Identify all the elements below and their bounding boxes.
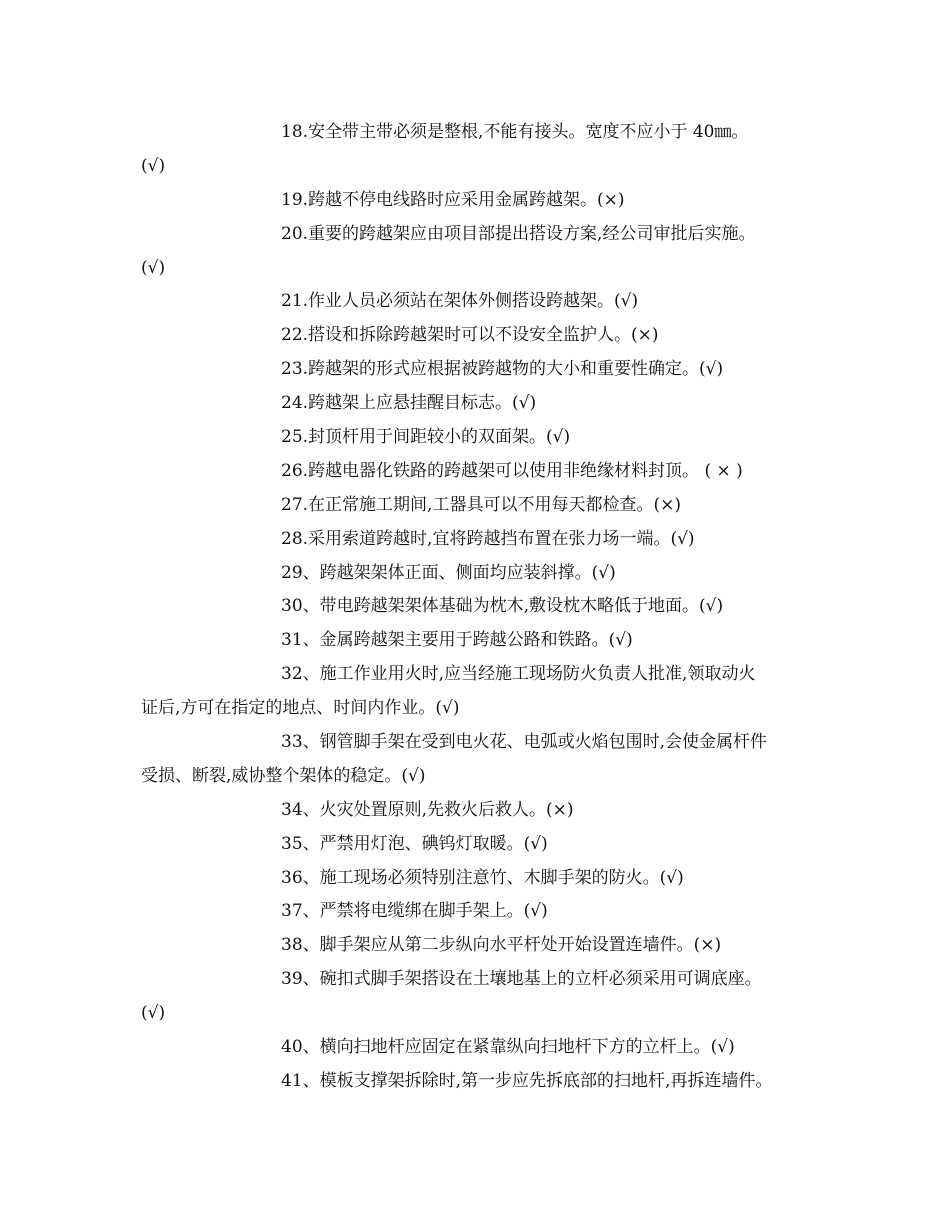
question-line: 37、严禁将电缆绑在脚手架上。(√) xyxy=(281,901,548,922)
question-line: 22.搭设和拆除跨越架时可以不设安全监护人。(×) xyxy=(281,325,659,346)
question-line: 41、模板支撑架拆除时,第一步应先拆底部的扫地杆,再拆连墙件。 xyxy=(281,1070,773,1091)
question-line: 18.安全带主带必须是整根,不能有接头。宽度不应小于 40㎜。 xyxy=(281,122,749,142)
question-line: 19.跨越不停电线路时应采用金属跨越架。(×) xyxy=(281,189,625,210)
question-line: 20.重要的跨越架应由项目部提出搭设方案,经公司审批后实施。 xyxy=(281,223,756,244)
question-line: 24.跨越架上应悬挂醒目标志。(√) xyxy=(281,393,537,414)
question-line: 39、碗扣式脚手架搭设在土壤地基上的立杆必须采用可调底座。 xyxy=(281,969,762,990)
continuation-line: 证后,方可在指定的地点、时间内作业。(√) xyxy=(141,698,460,719)
question-line: 33、钢管脚手架在受到电火花、电弧或火焰包围时,会使金属杆件 xyxy=(281,732,768,753)
question-line: 21.作业人员必须站在架体外侧搭设跨越架。(√) xyxy=(281,291,639,312)
continuation-line: (√) xyxy=(141,155,166,176)
document-body xyxy=(141,116,831,1099)
question-line: 36、施工现场必须特别注意竹、木脚手架的防火。(√) xyxy=(281,867,684,888)
continuation-line: 受损、断裂,威协整个架体的稳定。(√) xyxy=(141,765,426,786)
question-line: 35、严禁用灯泡、碘钨灯取暖。(√) xyxy=(281,833,548,854)
question-line: 32、施工作业用火时,应当经施工现场防火负责人批准,领取动火 xyxy=(281,664,756,685)
question-line: 23.跨越架的形式应根据被跨越物的大小和重要性确定。(√) xyxy=(281,359,724,380)
question-line: 31、金属跨越架主要用于跨越公路和铁路。(√) xyxy=(281,630,633,651)
question-line: 40、横向扫地杆应固定在紧靠纵向扫地杆下方的立杆上。(√) xyxy=(281,1037,735,1058)
continuation-line: (√) xyxy=(141,1003,166,1024)
question-line: 25.封顶杆用于间距较小的双面架。(√) xyxy=(281,427,571,448)
question-line: 34、火灾处置原则,先救火后救人。(×) xyxy=(281,799,574,820)
question-line: 28.采用索道跨越时,宜将跨越挡布置在张力场一端。(√) xyxy=(281,528,695,549)
question-line: 30、带电跨越架架体基础为枕木,敷设枕木略低于地面。(√) xyxy=(281,596,724,617)
question-line: 38、脚手架应从第二步纵向水平杆处开始设置连墙件。(×) xyxy=(281,935,722,956)
question-line: 27.在正常施工期间,工器具可以不用每天都检查。(×) xyxy=(281,494,681,515)
question-line: 26.跨越电器化铁路的跨越架可以使用非绝缘材料封顶。 ( × ) xyxy=(281,460,743,481)
continuation-line: (√) xyxy=(141,257,166,278)
question-line: 29、跨越架架体正面、侧面均应装斜撑。(√) xyxy=(281,562,616,583)
